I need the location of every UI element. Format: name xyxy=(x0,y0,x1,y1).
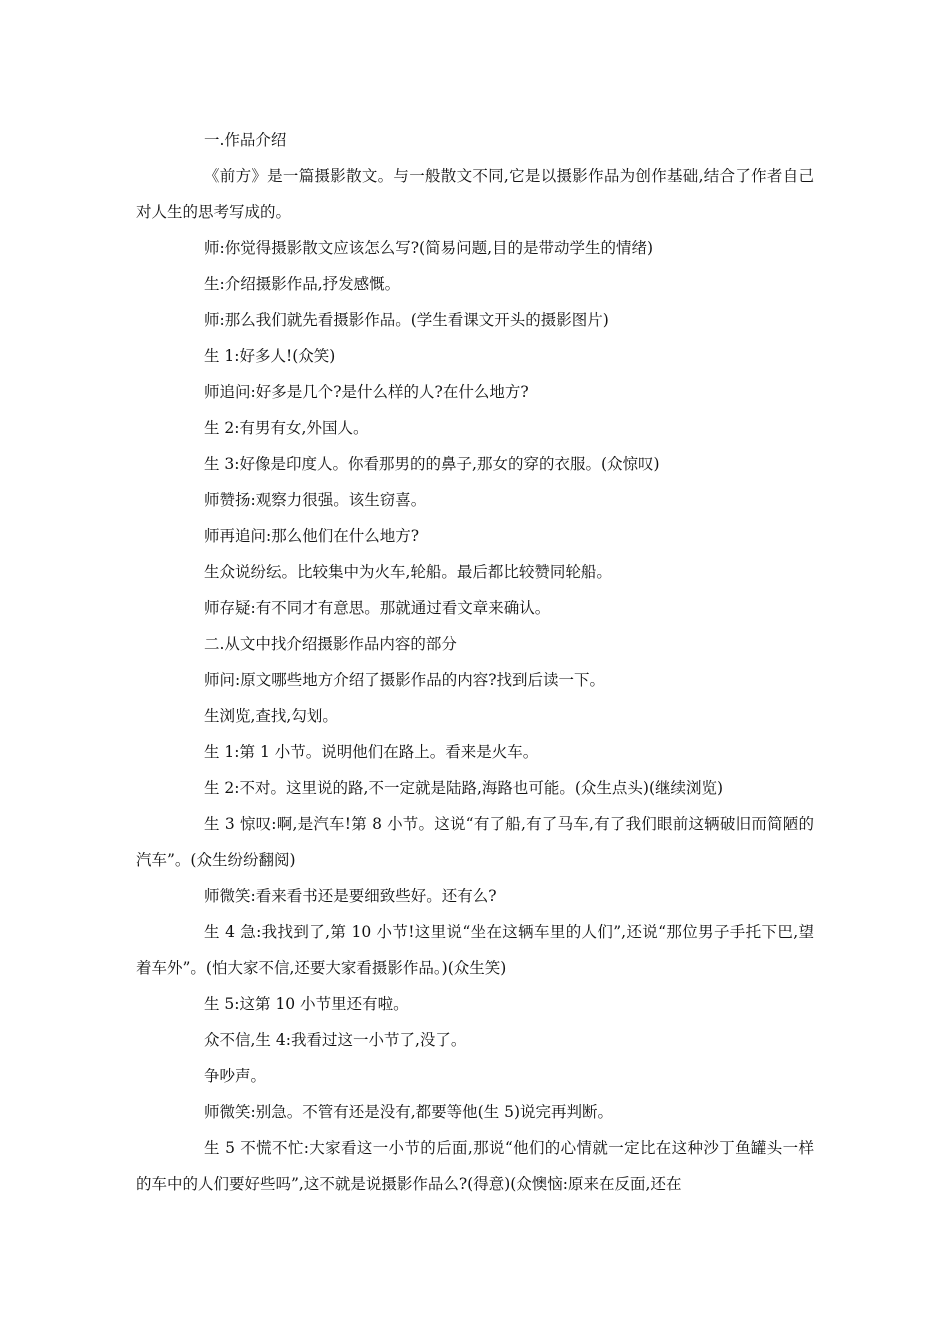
dialogue-line: 生 1:好多人!(众笑) xyxy=(204,347,336,365)
dialogue-line: 生 5 不慌不忙:大家看这一小节的后面,那说“他们的心情就一定比在这种沙丁鱼罐头一样的车中的人们要好些吗”,这不就是说摄影作品么?(得意)(众懊恼:原来在反面,还在 xyxy=(136,1139,814,1193)
dialogue-line: 师赞扬:观察力很强。该生窃喜。 xyxy=(204,491,427,509)
dialogue-line: 师:那么我们就先看摄影作品。(学生看课文开头的摄影图片) xyxy=(204,311,609,329)
section-heading-1: 一.作品介绍 xyxy=(204,131,287,149)
dialogue-line: 生 2:不对。这里说的路,不一定就是陆路,海路也可能。(众生点头)(继续浏览) xyxy=(204,779,724,797)
dialogue-line: 师问:原文哪些地方介绍了摄影作品的内容?找到后读一下。 xyxy=(204,671,606,689)
section-heading-2: 二.从文中找介绍摄影作品内容的部分 xyxy=(204,635,457,653)
dialogue-line: 众不信,生 4:我看过这一小节了,没了。 xyxy=(204,1031,467,1049)
dialogue-line: 生众说纷纭。比较集中为火车,轮船。最后都比较赞同轮船。 xyxy=(204,563,612,581)
dialogue-line: 师追问:好多是几个?是什么样的人?在什么地方? xyxy=(204,383,529,401)
dialogue-line: 生 1:第 1 小节。说明他们在路上。看来是火车。 xyxy=(204,743,539,761)
dialogue-line: 师:你觉得摄影散文应该怎么写?(简易问题,目的是带动学生的情绪) xyxy=(204,239,654,257)
dialogue-line: 师再追问:那么他们在什么地方? xyxy=(204,527,420,545)
dialogue-line: 争吵声。 xyxy=(204,1067,267,1085)
dialogue-line: 师微笑:看来看书还是要细致些好。还有么? xyxy=(204,887,497,905)
dialogue-line: 生 2:有男有女,外国人。 xyxy=(204,419,369,437)
dialogue-line: 师微笑:别急。不管有还是没有,都要等他(生 5)说完再判断。 xyxy=(204,1103,614,1121)
document-body xyxy=(136,122,814,1202)
dialogue-line: 生:介绍摄影作品,抒发感慨。 xyxy=(204,275,401,293)
dialogue-line: 师存疑:有不同才有意思。那就通过看文章来确认。 xyxy=(204,599,551,617)
paragraph-intro: 《前方》是一篇摄影散文。与一般散文不同,它是以摄影作品为创作基础,结合了作者自己对人生的思考写成的。 xyxy=(136,167,814,221)
dialogue-line: 生 3 惊叹:啊,是汽车!第 8 小节。这说“有了船,有了马车,有了我们眼前这辆破旧而简陋的汽车”。(众生纷纷翻阅) xyxy=(136,815,814,869)
dialogue-line: 生 5:这第 10 小节里还有啦。 xyxy=(204,995,409,1013)
dialogue-line: 生 3:好像是印度人。你看那男的的鼻子,那女的穿的衣服。(众惊叹) xyxy=(204,455,660,473)
dialogue-line: 生 4 急:我找到了,第 10 小节!这里说“坐在这辆车里的人们”,还说“那位男子手托下巴,望着车外”。(怕大家不信,还要大家看摄影作品。)(众生笑) xyxy=(136,923,814,977)
dialogue-line: 生浏览,查找,勾划。 xyxy=(204,707,338,725)
